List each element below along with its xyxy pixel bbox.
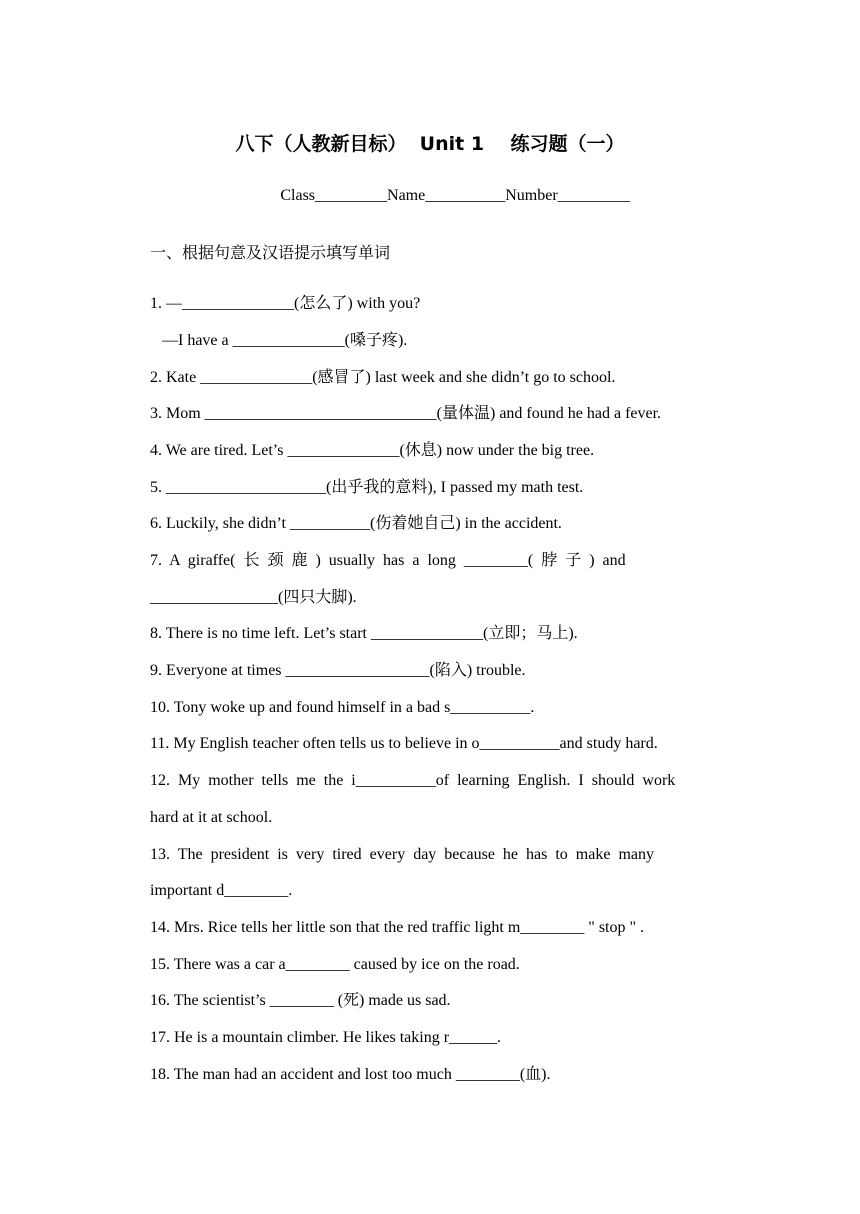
- question-17: 17. He is a mountain climber. He likes taking r______.: [150, 1029, 502, 1046]
- question-3: 3. Mom _____________________________(量体温) and found he had a fever.: [150, 405, 662, 422]
- question-18: 18. The man had an accident and lost too much ________(血).: [150, 1066, 551, 1083]
- question-12: 12. My mother tells me the i__________of learning English. I should work: [150, 772, 676, 789]
- student-info-line: Class_________Name__________Number_________: [280, 187, 630, 204]
- question-5: 5. ____________________(出乎我的意料), I passed my math test.: [150, 479, 584, 496]
- question-1: 1. —______________(怎么了) with you?: [150, 295, 421, 312]
- question-10: 10. Tony woke up and found himself in a bad s__________.: [150, 699, 535, 716]
- question-7: 7. A giraffe( 长 颈 鹿 ) usually has a long ________( 脖 子 ) and: [150, 552, 626, 569]
- question-14: 14. Mrs. Rice tells her little son that the red traffic light m________ " stop " .: [150, 919, 645, 936]
- page-title: 八下（人教新目标） Unit 1 练习题（一）: [235, 133, 625, 155]
- question-2: 2. Kate ______________(感冒了) last week and she didn’t go to school.: [150, 369, 616, 386]
- question-13-continued: important d________.: [150, 882, 293, 899]
- question-7-continued: ________________(四只大脚).: [150, 589, 357, 606]
- question-6: 6. Luckily, she didn’t __________(伤着她自己) in the accident.: [150, 515, 562, 532]
- question-12-continued: hard at it at school.: [150, 809, 273, 826]
- question-13: 13. The president is very tired every day because he has to make many: [150, 846, 654, 863]
- question-1-answer: —I have a ______________(嗓子疼).: [150, 332, 408, 349]
- question-15: 15. There was a car a________ caused by ice on the road.: [150, 956, 520, 973]
- question-16: 16. The scientist’s ________ (死) made us sad.: [150, 992, 451, 1009]
- section-heading: 一、根据句意及汉语提示填写单词: [150, 243, 391, 262]
- question-9: 9. Everyone at times __________________(陷入) trouble.: [150, 662, 526, 679]
- question-4: 4. We are tired. Let’s ______________(休息) now under the big tree.: [150, 442, 595, 459]
- question-11: 11. My English teacher often tells us to believe in o__________and study hard.: [150, 735, 658, 752]
- question-8: 8. There is no time left. Let’s start ______________(立即；马上).: [150, 625, 578, 642]
